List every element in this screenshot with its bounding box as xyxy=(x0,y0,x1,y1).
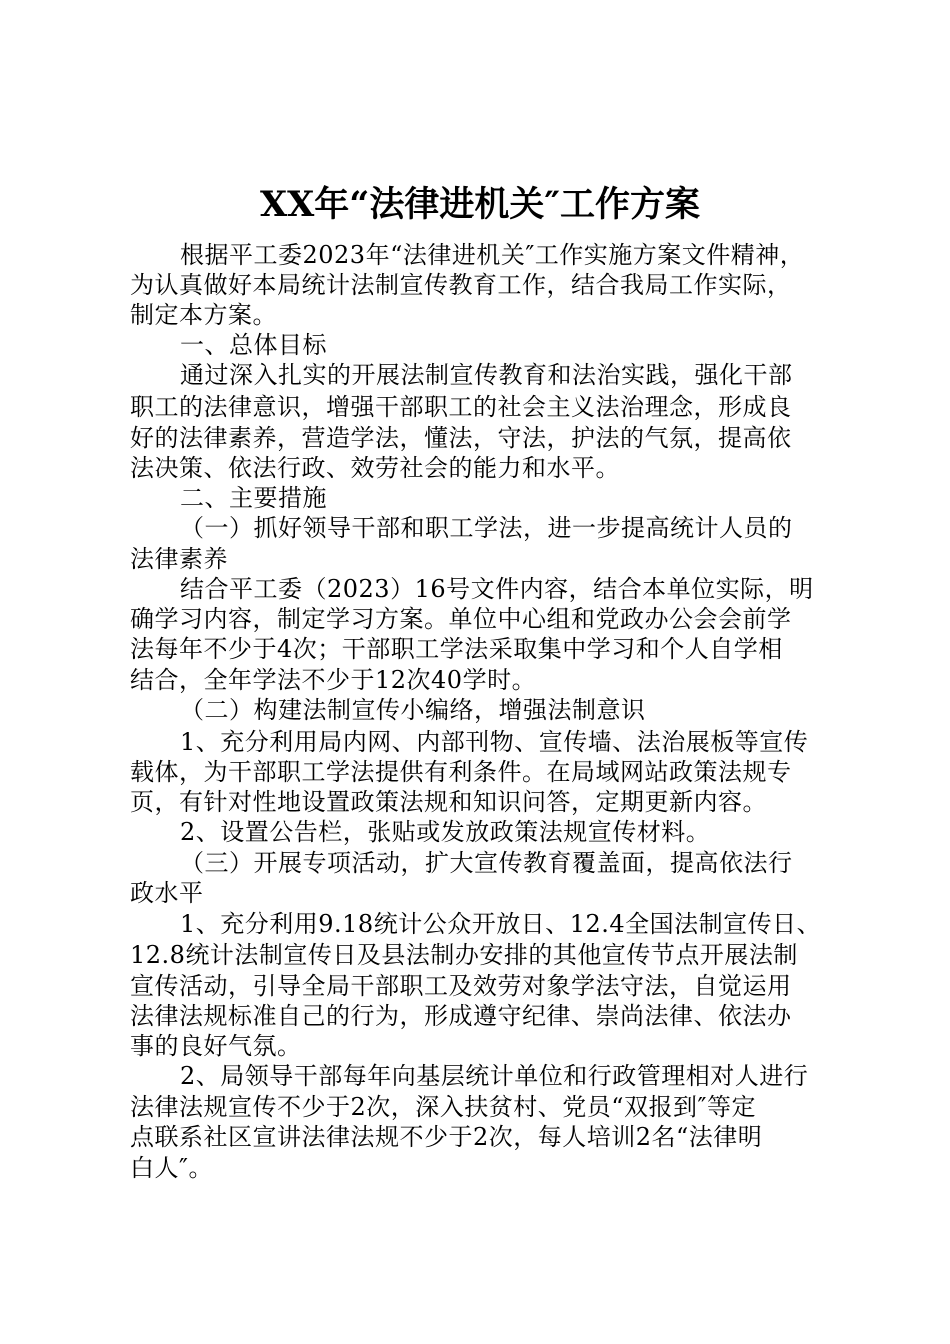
paragraph-line: 2、局领导干部每年向基层统计单位和行政管理相对人进行 xyxy=(180,1062,809,1090)
paragraph-line: 职工的法律意识，增强干部职工的社会主义法治理念，形成良 xyxy=(130,393,792,421)
subsection-heading: （二）构建法制宣传小编络，增强法制意识 xyxy=(180,696,646,724)
paragraph-line: 12.8统计法制宣传日及县法制办安排的其他宣传节点开展法制 xyxy=(130,941,798,969)
paragraph-line: 根据平工委2023年“法律进机关″工作实施方案文件精神， xyxy=(180,241,805,269)
paragraph-line: 载体，为干部职工学法提供有利条件。在局域网站政策法规专 xyxy=(130,758,792,786)
paragraph-line: 制定本方案。 xyxy=(130,301,277,329)
paragraph-line: 页，有针对性地设置政策法规和知识问答，定期更新内容。 xyxy=(130,788,767,816)
section-heading: 二、主要措施 xyxy=(180,484,327,512)
paragraph-line: 法律法规宣传不少于2次，深入扶贫村、党员“双报到″等定 xyxy=(130,1093,757,1121)
paragraph-line: 2、设置公告栏，张贴或发放政策法规宣传材料。 xyxy=(180,818,711,846)
subsection-heading: （三）开展专项活动，扩大宣传教育覆盖面，提高依法行 xyxy=(180,849,793,877)
paragraph-line: 宣传活动，引导全局干部职工及效劳对象学法守法，自觉运用 xyxy=(130,972,792,1000)
paragraph-line: 事的良好气氛。 xyxy=(130,1032,302,1060)
paragraph-line: 法律法规标准自己的行为，形成遵守纪律、崇尚法律、依法办 xyxy=(130,1002,792,1030)
document-title: XX年“法律进机关″工作方案 xyxy=(259,184,701,225)
paragraph-line: 为认真做好本局统计法制宣传教育工作，结合我局工作实际， xyxy=(130,271,792,299)
subsection-heading: 政水平 xyxy=(130,879,204,907)
paragraph-line: 确学习内容，制定学习方案。单位中心组和党政办公会会前学 xyxy=(130,605,792,633)
subsection-heading: （一）抓好领导干部和职工学法，进一步提高统计人员的 xyxy=(180,514,793,542)
paragraph-line: 法决策、依法行政、效劳社会的能力和水平。 xyxy=(130,454,620,482)
section-heading: 一、总体目标 xyxy=(180,331,327,359)
paragraph-line: 点联系社区宣讲法律法规不少于2次，每人培训2名“法律明 xyxy=(130,1123,763,1151)
paragraph-line: 好的法律素养，营造学法，懂法，守法，护法的气氛，提高依 xyxy=(130,424,792,452)
paragraph-line: 1、充分利用局内网、内部刊物、宣传墙、法治展板等宣传 xyxy=(180,728,809,756)
paragraph-line: 通过深入扎实的开展法制宣传教育和法治实践，强化干部 xyxy=(180,361,793,389)
paragraph-line: 白人″。 xyxy=(130,1154,213,1182)
paragraph-line: 法每年不少于4次；干部职工学法采取集中学习和个人自学相 xyxy=(130,635,783,663)
paragraph-line: 结合，全年学法不少于12次40学时。 xyxy=(130,666,537,694)
paragraph-line: 1、充分利用9.18统计公众开放日、12.4全国法制宣传日、 xyxy=(180,910,822,938)
paragraph-line: 结合平工委（2023）16号文件内容，结合本单位实际，明 xyxy=(180,575,814,603)
subsection-heading: 法律素养 xyxy=(130,545,228,573)
